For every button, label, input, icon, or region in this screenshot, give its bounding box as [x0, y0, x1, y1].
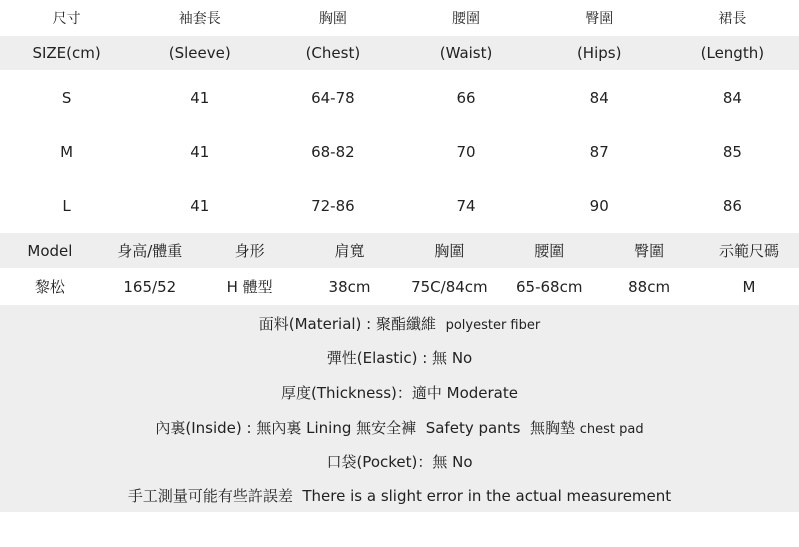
header-chest-cn: 胸圍: [318, 11, 347, 27]
model-header-cell: 身形: [234, 242, 265, 260]
table-cell: 86: [722, 197, 742, 215]
table-cell: 66: [456, 88, 476, 107]
elastic-label: 彈性(Elastic) :: [326, 349, 428, 367]
model-value-cell: 65-68cm: [516, 277, 583, 296]
table-cell: 84: [722, 88, 742, 107]
model-header-row: [0, 233, 799, 268]
elastic-line: [0, 347, 799, 368]
table-cell: 72-86: [311, 197, 355, 215]
table-cell: 70: [456, 143, 476, 161]
note-en: There is a slight error in the actual measurement: [302, 487, 672, 505]
header-waist-en: (Waist): [439, 44, 493, 62]
inside-label: 內裏(Inside) :: [155, 419, 252, 437]
table-cell: 41: [190, 88, 210, 107]
header-sleeve-en: (Sleeve): [168, 44, 231, 62]
note-cn: 手工測量可能有些許誤差: [127, 487, 293, 505]
measurement-note-line: [0, 485, 799, 506]
elastic-value: 無 No: [432, 349, 473, 367]
table-cell: 68-82: [311, 143, 355, 161]
table-cell: M: [60, 143, 74, 161]
header-length-en: (Length): [700, 44, 765, 62]
header-size-en: SIZE(cm): [32, 44, 101, 62]
model-values-row: [0, 268, 799, 305]
inside-pad-cn: 無胸墊: [529, 419, 575, 437]
model-header-cell: 腰圍: [534, 242, 565, 260]
size-row-m: [0, 125, 799, 179]
table-cell: 87: [589, 143, 609, 161]
pocket-line: [0, 451, 799, 472]
inside-pad-en: chest pad: [579, 422, 644, 437]
table-cell: 41: [190, 143, 210, 161]
model-header-cell: 肩寬: [334, 242, 365, 260]
header-sleeve-cn: 袖套長: [178, 11, 221, 27]
inside-lining: 無內裏 Lining: [256, 419, 352, 437]
model-value-cell: H 體型: [226, 278, 273, 296]
table-cell: 41: [190, 197, 210, 215]
table-cell: S: [61, 88, 72, 107]
model-header-cell: 身高/體重: [117, 242, 183, 260]
model-value-cell: 88cm: [628, 277, 671, 296]
inside-safety-cn: 無安全褲: [356, 419, 417, 437]
size-header-en-row: [0, 36, 799, 70]
model-header-cell: 臀圍: [634, 242, 665, 260]
thickness-line: [0, 382, 799, 403]
header-waist-cn: 腰圍: [452, 11, 481, 27]
table-cell: L: [62, 197, 71, 215]
header-length-cn: 裙長: [718, 11, 747, 27]
model-value-cell: 38cm: [328, 277, 371, 296]
inside-line: [0, 417, 799, 438]
pocket-label: 口袋(Pocket)：: [326, 453, 433, 471]
thickness-label: 厚度(Thickness)：: [281, 384, 412, 402]
model-header-cell: 示範尺碼: [718, 242, 779, 260]
model-value-cell: 黎松: [34, 278, 65, 296]
thickness-value: 適中 Moderate: [411, 384, 518, 402]
header-chest-en: (Chest): [305, 44, 361, 62]
model-value-cell: 165/52: [123, 277, 177, 296]
table-cell: 90: [589, 197, 609, 215]
size-row-s: [0, 70, 799, 125]
model-header-cell: Model: [27, 241, 73, 260]
size-row-l: [0, 179, 799, 233]
material-cn: 聚酯纖維: [376, 315, 437, 333]
material-line: [0, 313, 799, 334]
model-header-cell: 胸圍: [434, 242, 465, 260]
header-hips-cn: 臀圍: [585, 11, 614, 27]
fabric-info-section: [0, 305, 799, 512]
table-cell: 84: [589, 88, 609, 107]
material-en: polyester fiber: [445, 318, 541, 333]
material-label: 面料(Material) :: [258, 315, 372, 333]
model-value-cell: 75C/84cm: [411, 277, 488, 296]
pocket-value: 無 No: [432, 453, 473, 471]
table-cell: 85: [722, 143, 742, 161]
header-size-cn: 尺寸: [52, 11, 81, 27]
model-value-cell: M: [742, 277, 756, 296]
inside-safety-en: Safety pants: [425, 419, 521, 437]
header-hips-en: (Hips): [576, 44, 622, 62]
table-cell: 74: [456, 197, 476, 215]
table-cell: 64-78: [311, 88, 355, 107]
size-header-cn-row: [0, 0, 799, 36]
